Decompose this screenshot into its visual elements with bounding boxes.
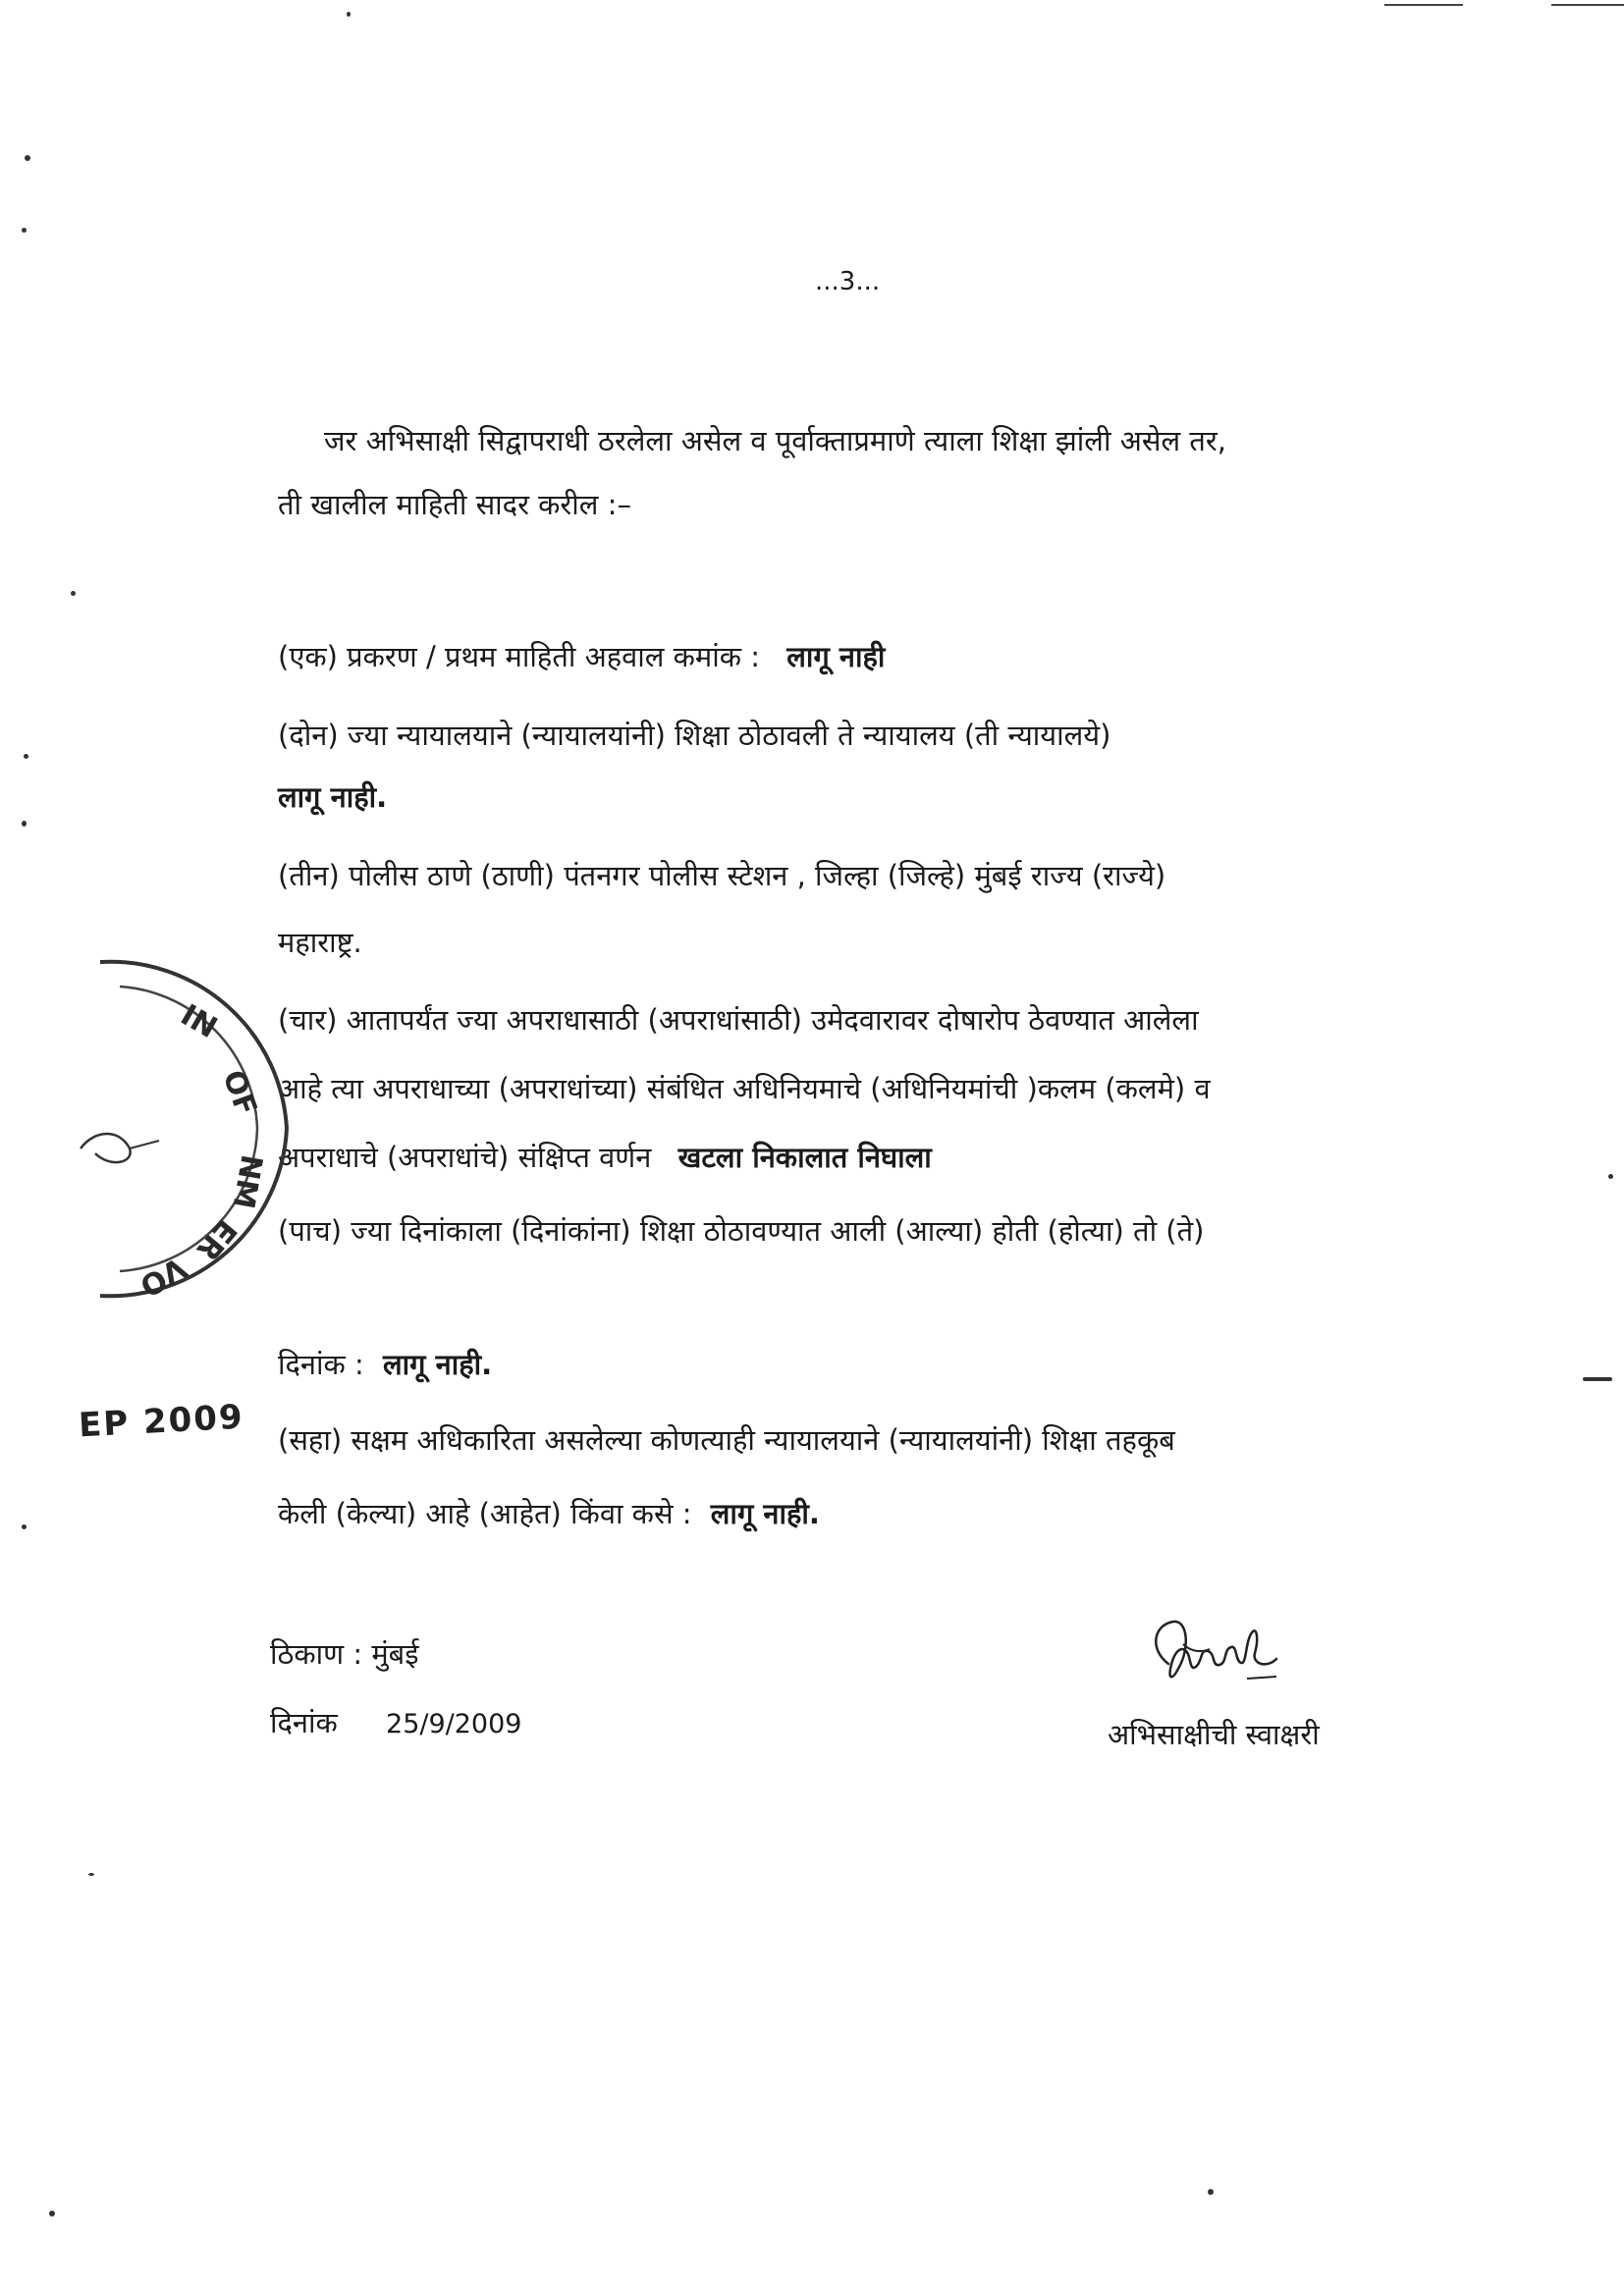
scan-speck [24,754,28,759]
scan-speck [22,1524,27,1529]
intro-line-2: ती खालील माहिती सादर करील :– [278,488,631,521]
item-saha-label: केली (केल्या) आहे (आहेत) किंवा कसे : [278,1497,692,1530]
svg-text:IN: IN [175,997,223,1046]
item-pach-date [278,1348,492,1382]
scan-speck [1208,2189,1214,2195]
scan-speck [88,1873,94,1876]
scan-speck [71,591,76,596]
top-edge-mark [1384,4,1463,6]
svg-text:ER: ER [189,1211,244,1267]
scan-speck [347,12,351,17]
date-label: दिनांक [270,1706,338,1739]
item-char-label: अपराधाचे (अपराधांचे) संक्षिप्त वर्णन [278,1141,652,1174]
scan-speck [22,228,27,233]
item-ek-value: लागू नाही [786,640,886,673]
svg-text:OF: OF [215,1065,264,1120]
item-pach-date-label: दिनांक : [278,1348,364,1381]
item-char-line-1: (चार) आतापर्यंत ज्या अपराधासाठी (अपराधांसाठी) उमेदवारावर दोषारोप ठेवण्यात आलेला [278,1003,1199,1037]
item-saha-value: लागू नाही. [710,1497,820,1530]
scan-speck [49,2211,55,2216]
scan-speck [1583,1377,1612,1381]
svg-text:VO: VO [134,1250,192,1304]
place-line: ठिकाण : मुंबई [270,1637,419,1671]
signature-mark [1129,1610,1326,1703]
item-don-line-1: (दोन) ज्या न्यायालयाने (न्यायालयांनी) शिक्षा ठोठावली ते न्यायालय (ती न्यायालये) [278,719,1111,752]
item-ek [278,640,885,674]
svg-text:NM: NM [225,1151,269,1211]
item-teen-line-2: महाराष्ट्र. [278,926,362,959]
signature-caption: अभिसाक्षीची स्वाक्षरी [1108,1718,1320,1751]
item-pach-value: लागू नाही. [383,1348,493,1381]
item-saha-line-2 [278,1497,820,1531]
item-char-line-2: आहे त्या अपराधाच्या (अपराधांच्या) संबंधित अधिनियमाचे (अधिनियमांची )कलम (कलमे) व [278,1072,1211,1105]
date-value: 25/9/2009 [386,1709,522,1739]
item-ek-label: (एक) प्रकरण / प्रथम माहिती अहवाल कमांक : [278,640,761,673]
item-char-value: खटला निकालात निघाला [677,1141,932,1174]
page-number: ...3... [815,267,881,296]
item-char-line-3 [278,1141,932,1175]
scan-speck [25,155,30,161]
scan-speck [1608,1174,1613,1179]
item-pach-line-1: (पाच) ज्या दिनांकाला (दिनांकांना) शिक्षा ठोठावण्यात आली (आल्या) होती (होत्या) तो (ते) [278,1214,1205,1248]
intro-line-1: जर अभिसाक्षी सिद्वापराधी ठरलेला असेल व पूर्वाक्ताप्रमाणे त्याला शिक्षा झांली असेल तर, [324,424,1226,457]
item-teen-line-1: (तीन) पोलीस ठाणे (ठाणी) पंतनगर पोलीस स्टेशन , जिल्हा (जिल्हे) मुंबई राज्य (राज्ये) [278,859,1166,892]
item-don-value: लागू नाही. [278,780,388,814]
date-line [270,1706,521,1740]
top-edge-mark [1551,4,1624,6]
stamp-date-fragment: EP 2009 [78,1397,245,1446]
scan-speck [22,821,27,827]
item-saha-line-1: (सहा) सक्षम अधिकारिता असलेल्या कोणत्याही न्यायालयाने (न्यायालयांनी) शिक्षा तहकूब [278,1423,1175,1457]
government-seal-stamp [61,942,306,1315]
